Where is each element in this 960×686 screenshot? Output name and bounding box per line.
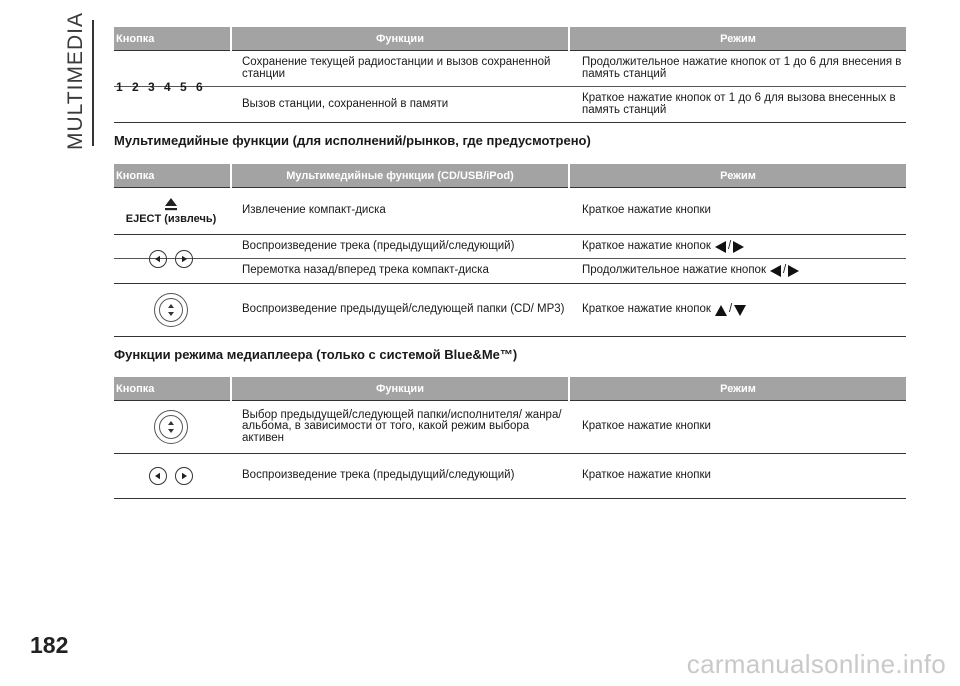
prev-next-buttons-icon xyxy=(149,467,193,485)
row-mode-text: Краткое нажатие кнопок xyxy=(582,239,711,252)
row-function: Выбор предыдущей/следующей папки/исполнителя/ жанра/альбома, в зависимости от того, какой режим выбора активен xyxy=(242,408,562,444)
prev-next-buttons-icon xyxy=(149,250,193,268)
header-mode: Режим xyxy=(570,377,906,401)
media-player-table xyxy=(114,377,906,499)
next-button-icon xyxy=(175,467,193,485)
triangle-down-icon xyxy=(734,305,746,316)
table-row xyxy=(114,235,906,259)
presets-table xyxy=(114,27,906,123)
row-function: Вызов станции, сохраненной в памяти xyxy=(242,97,449,110)
side-rule xyxy=(92,20,94,146)
knob-button-cell xyxy=(114,401,228,453)
row-mode: Краткое нажатие кнопок / xyxy=(568,284,906,336)
table-header xyxy=(114,377,906,401)
row-function: Сохранение текущей радиостанции и вызов сохраненной станции xyxy=(242,56,551,80)
multimedia-table xyxy=(114,164,906,337)
row-function: Воспроизведение трека (предыдущий/следующий) xyxy=(242,239,515,252)
next-button-icon xyxy=(175,250,193,268)
row-function: Воспроизведение предыдущей/следующей папки (CD/ MP3) xyxy=(242,303,565,316)
table-header xyxy=(114,27,906,51)
table-row xyxy=(114,454,906,499)
header-function: Функции xyxy=(232,377,568,401)
preset-buttons-label: 1 2 3 4 5 6 xyxy=(116,80,206,94)
row-function: Воспроизведение трека (предыдущий/следующий) xyxy=(242,469,515,482)
knob-button-cell xyxy=(114,284,228,336)
prev-button-icon xyxy=(149,467,167,485)
triangle-left-icon xyxy=(715,241,726,253)
row-mode: Краткое нажатие кнопки xyxy=(582,204,711,217)
prev-next-button-cell xyxy=(114,235,228,283)
header-button: Кнопка xyxy=(114,377,230,401)
section-title-multimedia: Мультимедийные функции (для исполнений/рынков, где предусмотрено) xyxy=(114,133,591,148)
section-title-media-player: Функции режима медиаплеера (только с системой Blue&Me™) xyxy=(114,347,518,362)
watermark: carmanualsonline.info xyxy=(686,649,946,679)
row-mode-text: Продолжительное нажатие кнопок xyxy=(582,264,766,277)
row-function: Перемотка назад/вперед трека компакт-диска xyxy=(242,264,489,277)
table-row xyxy=(114,284,906,337)
row-function: Извлечение компакт-диска xyxy=(242,204,386,217)
prev-next-button-cell xyxy=(114,454,228,498)
eject-button-cell xyxy=(114,188,228,234)
prev-button-icon xyxy=(149,250,167,268)
triangle-left-icon xyxy=(770,265,781,277)
up-down-knob-icon xyxy=(154,293,188,327)
row-mode: Краткое нажатие кнопки xyxy=(582,420,711,433)
section-side-label: MULTIMEDIA xyxy=(64,12,87,150)
table-row xyxy=(114,87,906,123)
header-mode: Режим xyxy=(570,27,906,51)
header-function: Мультимедийные функции (CD/USB/iPod) xyxy=(232,164,568,188)
header-function: Функции xyxy=(232,27,568,51)
header-button: Кнопка xyxy=(114,27,230,51)
page-number: 182 xyxy=(30,632,69,658)
row-mode: Краткое нажатие кнопок от 1 до 6 для вызова внесенных в память станций xyxy=(582,92,896,116)
row-mode: Продолжительное нажатие кнопок от 1 до 6 для внесения в память станций xyxy=(582,56,902,80)
table-row xyxy=(114,401,906,454)
triangle-right-icon xyxy=(733,241,744,253)
table-row xyxy=(114,259,906,284)
triangle-up-icon xyxy=(715,305,727,316)
table-row xyxy=(114,188,906,235)
eject-icon xyxy=(164,197,178,211)
table-header xyxy=(114,164,906,188)
row-mode-text: Краткое нажатие кнопок xyxy=(582,303,711,316)
row-mode: Продолжительное нажатие кнопок / xyxy=(568,259,906,283)
row-mode: Краткое нажатие кнопки xyxy=(582,469,711,482)
table-row xyxy=(114,51,906,87)
row-mode: Краткое нажатие кнопок / xyxy=(568,235,906,258)
up-down-knob-icon xyxy=(154,410,188,444)
triangle-right-icon xyxy=(788,265,799,277)
header-button: Кнопка xyxy=(114,164,230,188)
eject-label: EJECT (извлечь) xyxy=(125,212,217,225)
header-mode: Режим xyxy=(570,164,906,188)
